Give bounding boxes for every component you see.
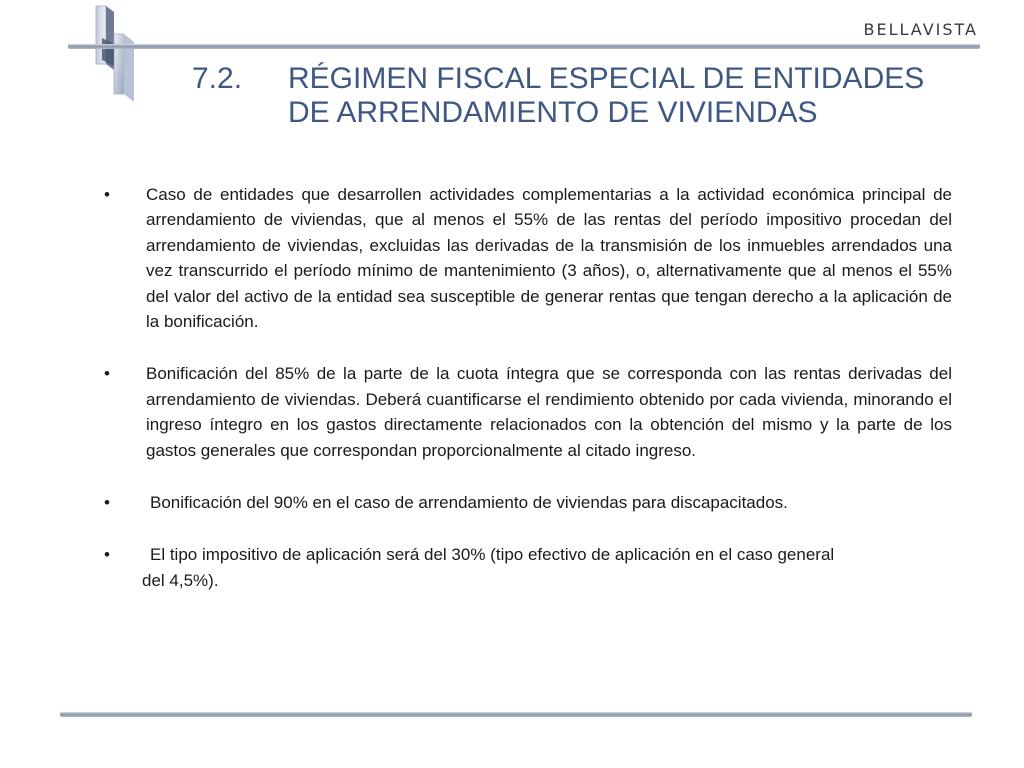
- list-item-text: Bonificación del 90% en el caso de arrendamiento de viviendas para discapacitados.: [150, 493, 788, 513]
- title-line-1: RÉGIMEN FISCAL ESPECIAL DE ENTIDADES: [288, 62, 925, 95]
- bellavista-logo-icon: [93, 4, 139, 104]
- slide-title: [192, 62, 992, 130]
- list-item: [104, 361, 952, 463]
- bullet-list: [104, 182, 952, 593]
- bullet-icon: •: [104, 185, 110, 204]
- list-item: [104, 542, 952, 593]
- title-number: 7.2.: [192, 62, 243, 95]
- bullet-icon: •: [104, 364, 110, 384]
- footer-divider: [60, 712, 972, 717]
- header-divider: [68, 44, 980, 49]
- title-line-2: DE ARRENDAMIENTO DE VIVIENDAS: [288, 96, 818, 129]
- brand-name: BELLAVISTA: [863, 20, 978, 39]
- list-item-text-line-1: El tipo impositivo de aplicación será del 30% (tipo efectivo de aplicación en el caso general: [150, 545, 835, 565]
- list-item-text: Bonificación del 85% de la parte de la cuota íntegra que se corresponda con las rentas derivadas del arrendamiento de viviendas. Deberá cuantificarse el rendimiento obtenido por cada vivienda, minorando el ingreso íntegro en los gastos directamente relacionados con la obtención del mismo y la parte de los gastos generales que correspondan proporcionalmente al citado ingreso.: [146, 364, 952, 460]
- list-item: [104, 490, 952, 515]
- list-item-text-line-2: del 4,5%).: [142, 570, 219, 590]
- bullet-icon: •: [104, 545, 110, 565]
- list-item-text: Caso de entidades que desarrollen actividades complementarias a la actividad económica principal de arrendamiento de viviendas, que al menos el 55% de las rentas del período impositivo procedan del arrendamiento de viviendas, excluidas las derivadas de la transmisión de los inmuebles arrendados una vez transcurrido el período mínimo de mantenimiento (3 años), o, alternativamente que al menos el 55% del valor del activo de la entidad sea susceptible de generar rentas que tengan derecho a la aplicación de la bonificación.: [146, 185, 952, 332]
- list-item: [104, 182, 952, 334]
- bullet-icon: •: [104, 493, 110, 513]
